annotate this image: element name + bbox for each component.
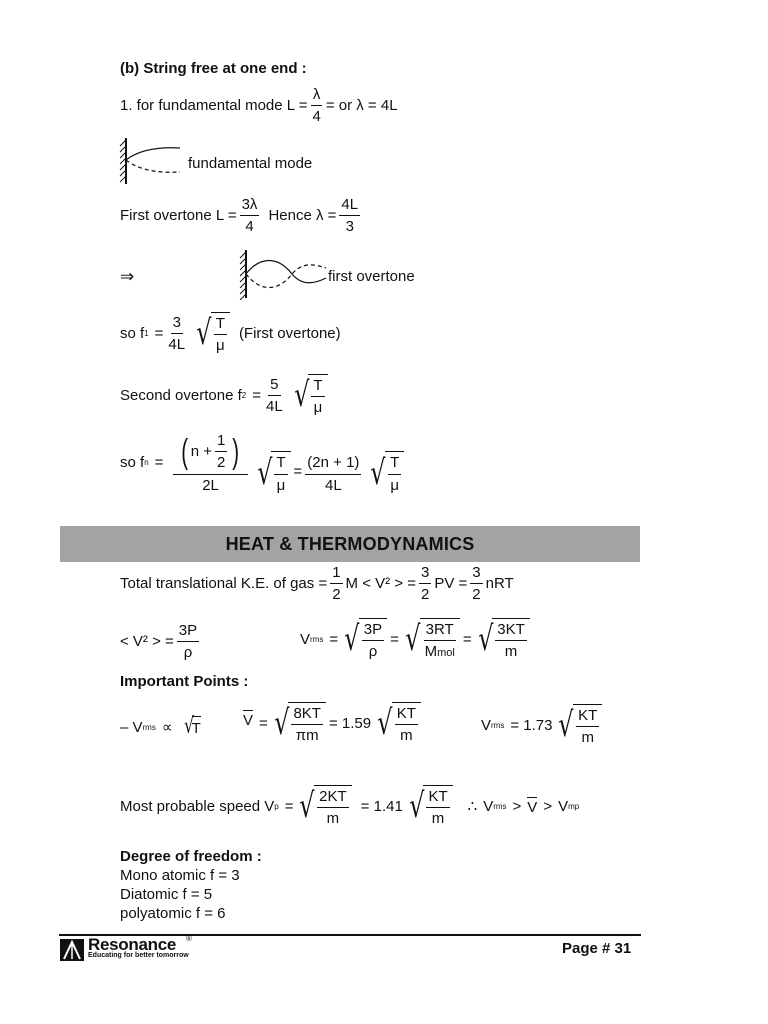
radical-sign: √ [409,786,425,827]
page-number: Page # 31 [562,940,632,957]
f1-suffix: (First overtone) [238,324,341,342]
fn-subscript: n [144,458,149,468]
denominator: 2 [421,586,430,604]
radicand: T [192,716,201,738]
numerator: 3 [171,314,183,334]
denominator: 4L [168,335,186,353]
molar-mass-m: M [424,643,438,661]
numerator: 1 [215,432,227,452]
radical-sign: √ [405,619,421,660]
sqrt-T [182,716,201,738]
fraction-n-half-over-2L [173,432,247,494]
numerator: 3λ [240,196,260,216]
f2-prefix: Second overtone f [120,386,242,404]
denominator: ρ [368,643,378,661]
v-bar: V [527,798,538,816]
denominator: πm [295,727,319,745]
ke-prefix: Total translational K.E. of gas = [120,575,328,593]
denominator: m [400,727,413,745]
fraction-2n1-over-4L [305,454,361,494]
sqrt-t-over-mu [367,451,404,494]
denominator: 4L [265,397,283,415]
n-plus: n + [190,443,213,461]
diagram-label-first-overtone: first overtone [328,268,415,285]
sqrt-8KT-over-pi-m [271,702,326,745]
fraction-three-halves [419,564,431,604]
proportional-symbol: ∝ [161,719,173,736]
brand-tagline: Educating for better tomorrow [88,952,189,959]
numerator: 3KT [495,621,527,641]
sqrt-t-over-mu [193,312,230,355]
vrms-subscript: rms [491,720,505,730]
f2-subscript: 2 [241,390,247,400]
radical-sign: √ [183,714,194,739]
ke-mid: M < V² > = [345,575,416,593]
denominator: 2 [217,454,226,472]
denominator: 4 [245,218,254,236]
equals-sign: = [154,324,164,342]
numerator: 3P [362,621,384,641]
radical-sign: √ [558,705,574,746]
sqrt-2KT-over-m [296,785,351,828]
denominator: m [504,643,518,661]
numerator: T [214,315,227,335]
fn-equation [120,432,407,494]
vrms-subscript: rms [142,722,156,732]
ke-pv: PV = [434,575,468,593]
hence-text: Hence λ = [268,207,337,225]
denominator: m [581,729,594,747]
banner-title: HEAT & THERMODYNAMICS [225,533,475,554]
equation-prefix: 1. for fundamental mode L = [120,97,308,115]
greater-than: > [543,797,553,815]
kinetic-energy-equation [120,564,514,604]
dof-monoatomic: Mono atomic f = 3 [120,867,240,884]
f2-equation [120,374,331,417]
mps-subscript: p [274,801,279,811]
fraction-one-half [215,432,227,472]
denominator: μ [390,476,399,494]
f1-prefix: so f [120,324,145,342]
implies-symbol: ⇒ [120,267,135,286]
molar-mass-subscript: mol [437,647,455,660]
coefficient: = 1.59 [328,714,372,732]
dof-diatomic: Diatomic f = 5 [120,886,213,903]
v-bar: V [243,712,254,729]
equation-suffix: = or λ = 4L [325,97,398,115]
coefficient: = 1.73 [510,716,553,734]
vrms-equation [300,618,533,661]
cmp-v3: V [558,797,569,815]
denominator: m [326,810,340,828]
denominator: μ [216,337,225,355]
section-heading: (b) String free at one end : [120,60,307,77]
equals-sign: = [329,630,339,648]
denominator: 2 [332,586,341,604]
first-overtone-equation [120,196,363,236]
first-overtone-diagram [238,248,330,300]
radical-sign: √ [477,619,493,660]
registered-mark: ® [186,934,192,943]
equals-sign: = [390,630,399,648]
denominator: ρ [183,644,193,662]
sqrt-KT-over-m [374,702,421,745]
equals-sign: = [293,462,303,480]
most-probable-speed-equation [120,785,579,828]
fundamental-mode-equation [120,86,398,126]
degree-of-freedom-heading: Degree of freedom : [120,848,262,865]
diagram-label-fundamental: fundamental mode [188,155,313,172]
sqrt-t-over-mu [291,374,328,417]
section-banner [60,526,640,562]
radical-sign: √ [299,786,315,827]
radical-sign: √ [293,375,310,416]
dof-polyatomic: polyatomic f = 6 [120,905,226,922]
denominator: 4 [312,108,321,126]
resonance-logo-icon [60,939,84,961]
denominator: m [431,810,445,828]
numerator: 3RT [424,621,456,641]
numerator: T [388,454,401,474]
average-velocity-equation [243,702,424,745]
cmp-sub1: rms [493,801,507,811]
ke-nrt: nRT [485,575,514,593]
sqrt-3P-over-rho [341,618,387,661]
sqrt-3KT-over-m [475,618,530,661]
cmp-sub3: mp [568,801,580,811]
numerator: T [274,454,287,474]
v2-prefix: < V² > = [120,633,174,651]
mean-square-velocity-equation [120,622,202,662]
sqrt-t-over-mu [254,451,291,494]
numerator: 1 [330,564,342,584]
radical-sign: √ [377,703,393,744]
greater-than: > [512,797,522,815]
radical-sign: √ [344,619,360,660]
fraction-three-halves [470,564,482,604]
radical-sign: √ [274,703,290,744]
numerator: KT [395,705,418,725]
fn-prefix: so f [120,454,145,472]
denominator: μ [313,399,323,417]
numerator: KT [576,707,599,727]
right-paren: ) [232,432,240,471]
left-paren: ( [181,432,189,471]
vrms-v: V [481,716,492,734]
numerator: KT [426,788,449,808]
fraction-lambda-over-4 [310,86,322,126]
vrms-v: V [300,630,311,648]
denominator: 3 [345,218,354,236]
equals-sign: = [259,714,268,732]
denominator: μ [276,476,286,494]
fundamental-mode-diagram [118,136,188,188]
fraction-4L-over-3 [339,196,360,236]
denominator: 4L [325,476,342,494]
cmp-v1: V [483,797,494,815]
numerator: 5 [268,376,280,396]
equals-sign: = [462,630,472,648]
coefficient: = 1.41 [360,797,403,815]
sqrt-3RT-over-Mmol [402,618,460,661]
numerator: 3P [177,622,199,642]
numerator: T [311,377,324,397]
numerator: (2n + 1) [305,454,361,474]
fraction-3P-over-rho [177,622,199,662]
f1-subscript: 1 [144,328,149,338]
f1-equation [120,312,341,355]
equation-prefix: First overtone L = [120,207,237,225]
numerator: 3 [470,564,482,584]
mps-prefix: Most probable speed V [120,797,275,815]
vrms-coefficient-equation [481,704,605,747]
fraction-3-over-4L [166,314,187,354]
fraction-5-over-4L [264,376,285,416]
numerator: λ [311,86,323,106]
denominator: 2L [202,476,219,494]
equals-sign: = [284,797,294,815]
sqrt-KT-over-m [406,785,453,828]
numerator: 8KT [291,705,323,725]
important-points-heading: Important Points : [120,673,249,690]
vrms-subscript: rms [310,634,324,644]
radical-sign: √ [196,313,212,354]
numerator: 4L [339,196,360,216]
denominator [423,641,457,660]
equals-sign: = [154,454,164,472]
fraction-one-half [330,564,342,604]
numerator: 2KT [317,788,349,808]
numerator: 3 [419,564,431,584]
equals-sign: = [252,386,261,404]
sqrt-KT-over-m [555,704,602,747]
vrms-proportional [120,716,204,738]
denominator: 2 [472,586,481,604]
fraction-3lambda-over-4 [240,196,260,236]
dash-v: – V [120,718,143,736]
radical-sign: √ [256,452,273,493]
radical-sign: √ [370,452,386,493]
therefore-symbol: ∴ [467,798,478,816]
brand-name: Resonance [88,935,177,954]
